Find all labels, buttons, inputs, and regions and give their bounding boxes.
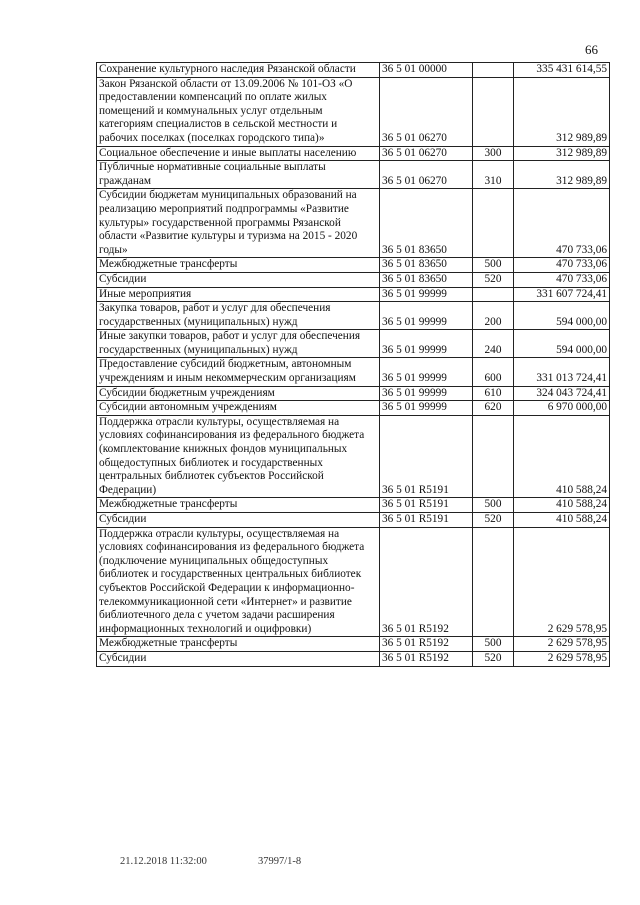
- row-type: 500: [473, 637, 514, 652]
- row-amount: 312 989,89: [514, 161, 610, 189]
- row-type: 310: [473, 161, 514, 189]
- footer-doc-number: 37997/1-8: [258, 856, 302, 867]
- row-name: Поддержка отрасли культуры, осуществляемая на условиях софинансирования из федерального бюджета (комплектование книжных фондов муниципальных общедоступных библиотек и государственных центральных библиотек субъектов Российской Федерации): [97, 415, 380, 498]
- row-name: Межбюджетные трансферты: [97, 258, 380, 273]
- row-code: 36 5 01 R5191: [380, 498, 473, 513]
- table-row: [97, 63, 610, 78]
- row-code: 36 5 01 83650: [380, 272, 473, 287]
- row-code: 36 5 01 83650: [380, 189, 473, 258]
- row-amount: 312 989,89: [514, 146, 610, 161]
- row-type: 520: [473, 272, 514, 287]
- row-amount: 594 000,00: [514, 330, 610, 358]
- row-type: [473, 287, 514, 302]
- row-type: [473, 527, 514, 637]
- table-row: [97, 161, 610, 189]
- table-row: [97, 330, 610, 358]
- row-code: 36 5 01 99999: [380, 386, 473, 401]
- table-row: [97, 77, 610, 146]
- row-type: [473, 63, 514, 78]
- row-amount: 410 588,24: [514, 513, 610, 528]
- row-code: 36 5 01 99999: [380, 287, 473, 302]
- row-code: 36 5 01 R5191: [380, 513, 473, 528]
- table-row: [97, 415, 610, 498]
- row-amount: 335 431 614,55: [514, 63, 610, 78]
- row-amount: 6 970 000,00: [514, 401, 610, 416]
- page-number: 66: [585, 42, 598, 57]
- row-name: Публичные нормативные социальные выплаты гражданам: [97, 161, 380, 189]
- row-name: Закупка товаров, работ и услуг для обеспечения государственных (муниципальных) нужд: [97, 302, 380, 330]
- row-amount: 331 013 724,41: [514, 358, 610, 386]
- row-code: 36 5 01 R5192: [380, 637, 473, 652]
- table-row: [97, 272, 610, 287]
- row-amount: 331 607 724,41: [514, 287, 610, 302]
- row-name: Межбюджетные трансферты: [97, 498, 380, 513]
- row-amount: 2 629 578,95: [514, 637, 610, 652]
- row-type: 240: [473, 330, 514, 358]
- row-name: Субсидии автономным учреждениям: [97, 401, 380, 416]
- row-name: Субсидии бюджетным учреждениям: [97, 386, 380, 401]
- row-code: 36 5 01 83650: [380, 258, 473, 273]
- table-row: [97, 189, 610, 258]
- row-name: Субсидии: [97, 651, 380, 666]
- row-code: 36 5 01 99999: [380, 401, 473, 416]
- row-type: 200: [473, 302, 514, 330]
- row-type: 520: [473, 513, 514, 528]
- row-name: Социальное обеспечение и иные выплаты населению: [97, 146, 380, 161]
- row-type: [473, 189, 514, 258]
- row-type: [473, 415, 514, 498]
- table-row: [97, 287, 610, 302]
- table-row: [97, 401, 610, 416]
- table-row: [97, 258, 610, 273]
- row-amount: 410 588,24: [514, 498, 610, 513]
- row-name: Субсидии бюджетам муниципальных образований на реализацию мероприятий подпрограммы «Развитие культуры» государственной программы Рязанской области «Развитие культуры и туризма на 2015 - 2020 годы»: [97, 189, 380, 258]
- row-type: 610: [473, 386, 514, 401]
- row-amount: 2 629 578,95: [514, 651, 610, 666]
- row-name: Иные закупки товаров, работ и услуг для обеспечения государственных (муниципальных) нужд: [97, 330, 380, 358]
- row-code: 36 5 01 99999: [380, 358, 473, 386]
- row-amount: 470 733,06: [514, 189, 610, 258]
- table-row: [97, 302, 610, 330]
- footer-datetime: 21.12.2018 11:32:00: [120, 856, 207, 867]
- row-code: 36 5 01 R5191: [380, 415, 473, 498]
- row-amount: 312 989,89: [514, 77, 610, 146]
- row-name: Предоставление субсидий бюджетным, автономным учреждениям и иным некоммерческим организациям: [97, 358, 380, 386]
- table-row: [97, 637, 610, 652]
- row-code: 36 5 01 06270: [380, 77, 473, 146]
- row-type: 620: [473, 401, 514, 416]
- row-name: Межбюджетные трансферты: [97, 637, 380, 652]
- table-row: [97, 498, 610, 513]
- row-type: 600: [473, 358, 514, 386]
- row-amount: 594 000,00: [514, 302, 610, 330]
- row-amount: 410 588,24: [514, 415, 610, 498]
- row-type: 520: [473, 651, 514, 666]
- row-name: Субсидии: [97, 272, 380, 287]
- row-code: 36 5 01 99999: [380, 330, 473, 358]
- row-name: Субсидии: [97, 513, 380, 528]
- row-name: Закон Рязанской области от 13.09.2006 № 101-ОЗ «О предоставлении компенсаций по оплате жилых помещений и коммунальных услуг отдельным категориям специалистов в сельской местности и рабочих поселках (поселках городского типа)»: [97, 77, 380, 146]
- budget-table: [96, 62, 610, 667]
- row-type: 500: [473, 498, 514, 513]
- row-code: 36 5 01 99999: [380, 302, 473, 330]
- row-amount: 324 043 724,41: [514, 386, 610, 401]
- row-amount: 470 733,06: [514, 272, 610, 287]
- row-type: [473, 77, 514, 146]
- row-amount: 470 733,06: [514, 258, 610, 273]
- row-code: 36 5 01 R5192: [380, 527, 473, 637]
- table-row: [97, 651, 610, 666]
- row-code: 36 5 01 06270: [380, 161, 473, 189]
- table-row: [97, 146, 610, 161]
- row-code: 36 5 01 06270: [380, 146, 473, 161]
- row-type: 500: [473, 258, 514, 273]
- table-row: [97, 358, 610, 386]
- table-row: [97, 527, 610, 637]
- row-code: 36 5 01 R5192: [380, 651, 473, 666]
- table-row: [97, 513, 610, 528]
- row-name: Сохранение культурного наследия Рязанской области: [97, 63, 380, 78]
- row-code: 36 5 01 00000: [380, 63, 473, 78]
- row-name: Поддержка отрасли культуры, осуществляемая на условиях софинансирования из федерального бюджета (подключение муниципальных общедоступных библиотек и государственных центральных библиотек субъектов Российской Федерации к информационно-телекоммуникационной сети «Интернет» и развитие библиотечного дела с учетом задачи расширения информационных технологий и оцифровки): [97, 527, 380, 637]
- row-amount: 2 629 578,95: [514, 527, 610, 637]
- row-type: 300: [473, 146, 514, 161]
- row-name: Иные мероприятия: [97, 287, 380, 302]
- table-row: [97, 386, 610, 401]
